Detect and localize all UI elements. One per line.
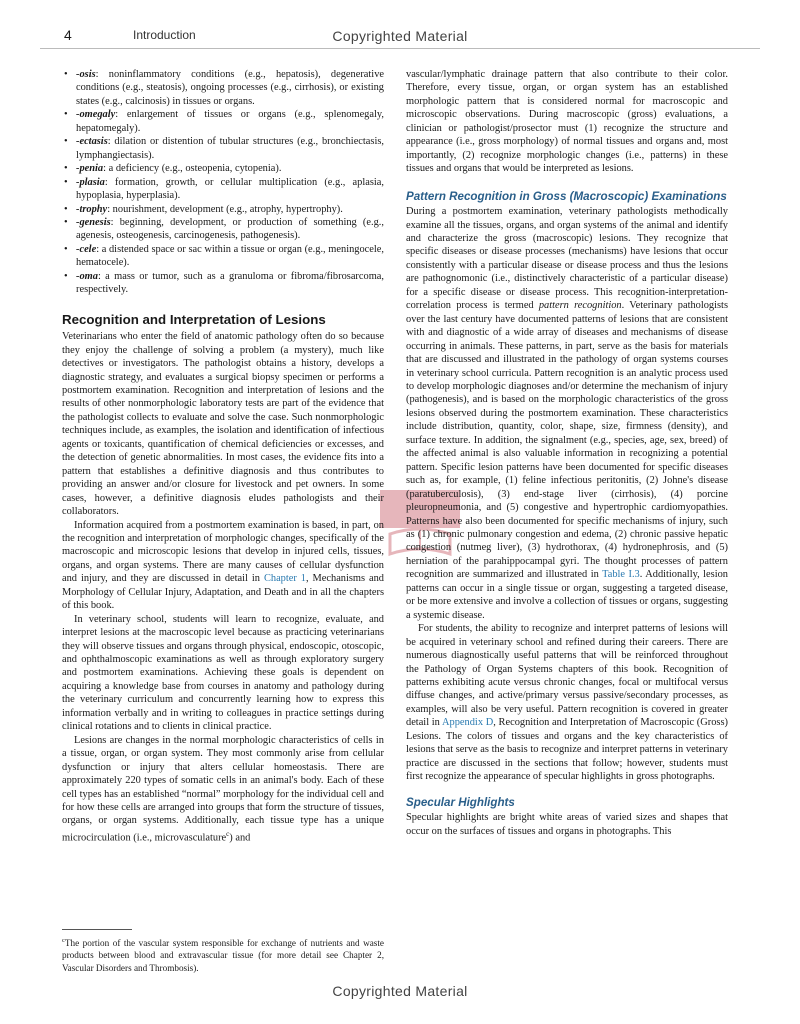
right-column (406, 68, 728, 838)
paragraph: Specular highlights are bright white areas of varied sizes and shapes that occur on the surfaces of tissues and organs in photographs. This (406, 812, 728, 837)
list-item: • -oma: a mass or tumor, such as a granuloma or fibroma/fibrosarcoma, respectively. (62, 270, 384, 297)
list-item: • -ectasis: dilation or distention of tubular structures (e.g., bronchiectasis, lymphangiectasis). (62, 135, 384, 162)
page-number: 4 (64, 27, 72, 43)
list-item: • -plasia: formation, growth, or cellular multiplication (e.g., aplasia, hypoplasia, hyperplasia). (62, 176, 384, 203)
copyright-watermark-bottom: Copyrighted Material (332, 983, 468, 999)
paragraph: vascular/lymphatic drainage pattern that also contribute to their color. Therefore, every tissue, organ, or organ system has an established morphologic pattern that is considered normal for macroscopic and microscopic observations. During macroscopic (gross) evaluations, a clinician or pathologist/prosector must (1) recognize the structure and appearance (i.e., gross morphology) of normal tissues and organs and, most importantly, (2) recognize morphologic changes (i.e., patterns) in these tissues and organs that would be interpreted as lesions. (406, 69, 728, 175)
list-item: • -genesis: beginning, development, or production of something (e.g., agenesis, osteogenesis, carcinogenesis, pathogenesis). (62, 216, 384, 243)
section-heading-recognition: Recognition and Interpretation of Lesions (62, 311, 326, 327)
paragraph: Lesions are changes in the normal morphologic characteristics of cells in a tissue, organ, or organ system. They most commonly arise from cellular dysfunction or injury that alters cellular homeostasis. There are approximately 220 types of somatic cells in an animal's body. Each of these cell types has an established “normal” morphology for the individual cell and for how these cells are arranged into groups that form the structure of tissues, organs, or organ systems. Additionally, each tissue type has a unique microcirculation (i.e., microvasculature$^c$) and (62, 734, 384, 844)
list-item: • -cele: a distended space or sac within a tissue or organ (e.g., meningocele, hematocele). (62, 243, 384, 270)
paragraph: Information acquired from a postmortem examination is based, in part, on the recognition and interpretation of morphologic changes, specifically of the macroscopic and microscopic lesions that develop in injured cells, tissues, organs, and organ systems. There are many causes of cellular dysfunction and injury, and they are discussed in detail in Chapter 1, Mechanisms and Morphology of Cellular Injury, Adaptation, and Death and in all the chapters of this book. (62, 519, 385, 612)
header-rule (40, 48, 760, 49)
running-head: Introduction (133, 28, 196, 42)
appendix-d-link[interactable]: Appendix D (442, 717, 494, 729)
paragraph: In veterinary school, students will learn to recognize, evaluate, and interpret lesions at the macroscopic level because as practicing veterinarians they will observe tissues and organs through physical, endoscopic, otoscopic, and ophthalmoscopic examinations as well as through exploratory surgery and postmortem examinations. Achieving these goals is dependent on acquiring a knowledge base from courses in anatomy and pathology during the veterinary curriculum and concurrently learning how to express this information verbally and in writing to colleagues in practice settings during clinical rotations and to clients in clinical practice. (62, 613, 384, 733)
footnote: $^c$The portion of the vascular system responsible for exchange of nutrients and waste products between blood and extravascular tissue (for more detail see Chapter 2, Vascular Disorders and Thrombosis). (62, 937, 384, 973)
chapter-1-link[interactable]: Chapter 1 (263, 573, 306, 585)
footnote-ref[interactable]: c (226, 829, 230, 838)
list-item: • -omegaly: enlargement of tissues or organs (e.g., splenomegaly, hepatomegaly). (62, 108, 384, 135)
footnote-rule (62, 929, 132, 930)
paragraph: During a postmortem examination, veterinary pathologists methodically examine all the tissues, organs, and organ systems of the animal and identify and characterize the gross (macroscopic) lesions. They recognize that specific diseases or disease processes (mechanisms) have lesions that occur consistently with a particular disease or disease process and thus the lesions are pathognomonic (i.e., distinctively characteristic of a particular disease) for a specific disease or disease process. This recognition-interpretation-correlation process is termed pattern recognition. Veterinary pathologists over the last century have documented patterns of lesions that are consistent with and diagnostic of a wide array of diseases and mechanisms of disease occurring in animals. These patterns, in part, serve as the basis for materials that are discussed and illustrated in the pathology of organ systems courses in veterinary school curricula. Pattern recognition is an analytic process used to develop morphologic diagnoses and/or determine the mechanism of injury (pathogenesis), and is based on the morphologic characteristics of the gross lesions observed during the postmortem examination. These characteristics include distribution, quantity, color, shape, size, firmness (density), and surface texture. In addition, the signalment (e.g., species, age, sex, breed) of the affected animal is also valuable information in recognizing a potential pattern. Specific lesion patterns have been documented for specific diseases such as, for example, (1) feline infectious peritonitis, (2) Johne's disease (paratuberculosis), (3) end-stage liver (cirrhosis), (4) porcine pleuropneumonia, and (5) congestive and hypertrophic cardiomyopathies. Patterns have also been documented for specific mechanisms of injury, such as (1) chronic pulmonary congestion and edema, (2) chronic passive hepatic congestion (nutmeg liver), (3) hydrothorax, (4) hydronephrosis, and (5) herniation of the parahippocampal gyri. The thought processes of pattern recognition are summarized and illustrated in Table I.3. Additionally, lesion patterns can occur in a single tissue or organ, suggesting a targeted disease, or be more extensive and involve a collection of tissues or organs, suggesting a systemic disease. (406, 206, 728, 621)
left-column (62, 68, 384, 845)
list-item: • -penia: a deficiency (e.g., osteopenia, cytopenia). (62, 162, 384, 175)
suffix-list (62, 68, 384, 297)
section-heading-pattern-recognition: Pattern Recognition in Gross (Macroscopic) Examinations (406, 189, 727, 203)
list-item: • -osis: noninflammatory conditions (e.g., hepatosis), degenerative conditions (e.g., steatosis), ongoing processes (e.g., cirrhosis), or existing states (e.g., calcinosis) in tissues or organs. (62, 68, 384, 108)
paragraph: Veterinarians who enter the field of anatomic pathology often do so because they enjoy the challenge of solving a problem (a mystery), much like detectives or investigators. The pathologist obtains a history, develops a diagnostic strategy, and evaluates a surgical biopsy specimen or performs a postmortem examination. Recognition and interpretation of lesions and the results of other nonmorphologic laboratory tests are part of the evidence that the pathologist collects to evaluate and solve the case. Such nonmorphologic techniques include, as examples, the isolation and identification of infectious agents or toxicants, quantification of chemical deficiencies or excesses, and the detection of genetic abnormalities. In most cases, the evidence fits into a pattern that establishes a definitive diagnosis and thus contributes to providing an answer and/or closure for livestock and pet owners. In some cases, however, a definitive diagnosis eludes pathologists and their collaborators. (62, 331, 384, 518)
list-item: • -trophy: nourishment, development (e.g., atrophy, hypertrophy). (62, 203, 384, 216)
copyright-watermark-top: Copyrighted Material (332, 28, 468, 44)
section-heading-specular: Specular Highlights (406, 795, 515, 809)
table-i3-link[interactable]: Table I.3 (602, 569, 640, 581)
paragraph: For students, the ability to recognize and interpret patterns of lesions will be acquired in veterinary school and refined during their careers. There are numerous diagnostically useful patterns that will be reinforced throughout the Pathology of Organ Systems chapters of this book. Recognition of patterns exhibiting acute versus chronic changes, focal or multifocal versus diffuse changes, and active/primary versus passive/secondary processes, as examples, will also be very useful. Pattern recognition is covered in greater detail in Appendix D, Recognition and Interpretation of Macroscopic (Gross) Lesions. The colors of tissues and organs and the key characteristics of lesions that serve as the basis to recognize and interpret patterns in veterinary practice are discussed in the sections that follow; however, students must first recognize the appearance of specular highlights in gross photographs. (406, 623, 728, 783)
